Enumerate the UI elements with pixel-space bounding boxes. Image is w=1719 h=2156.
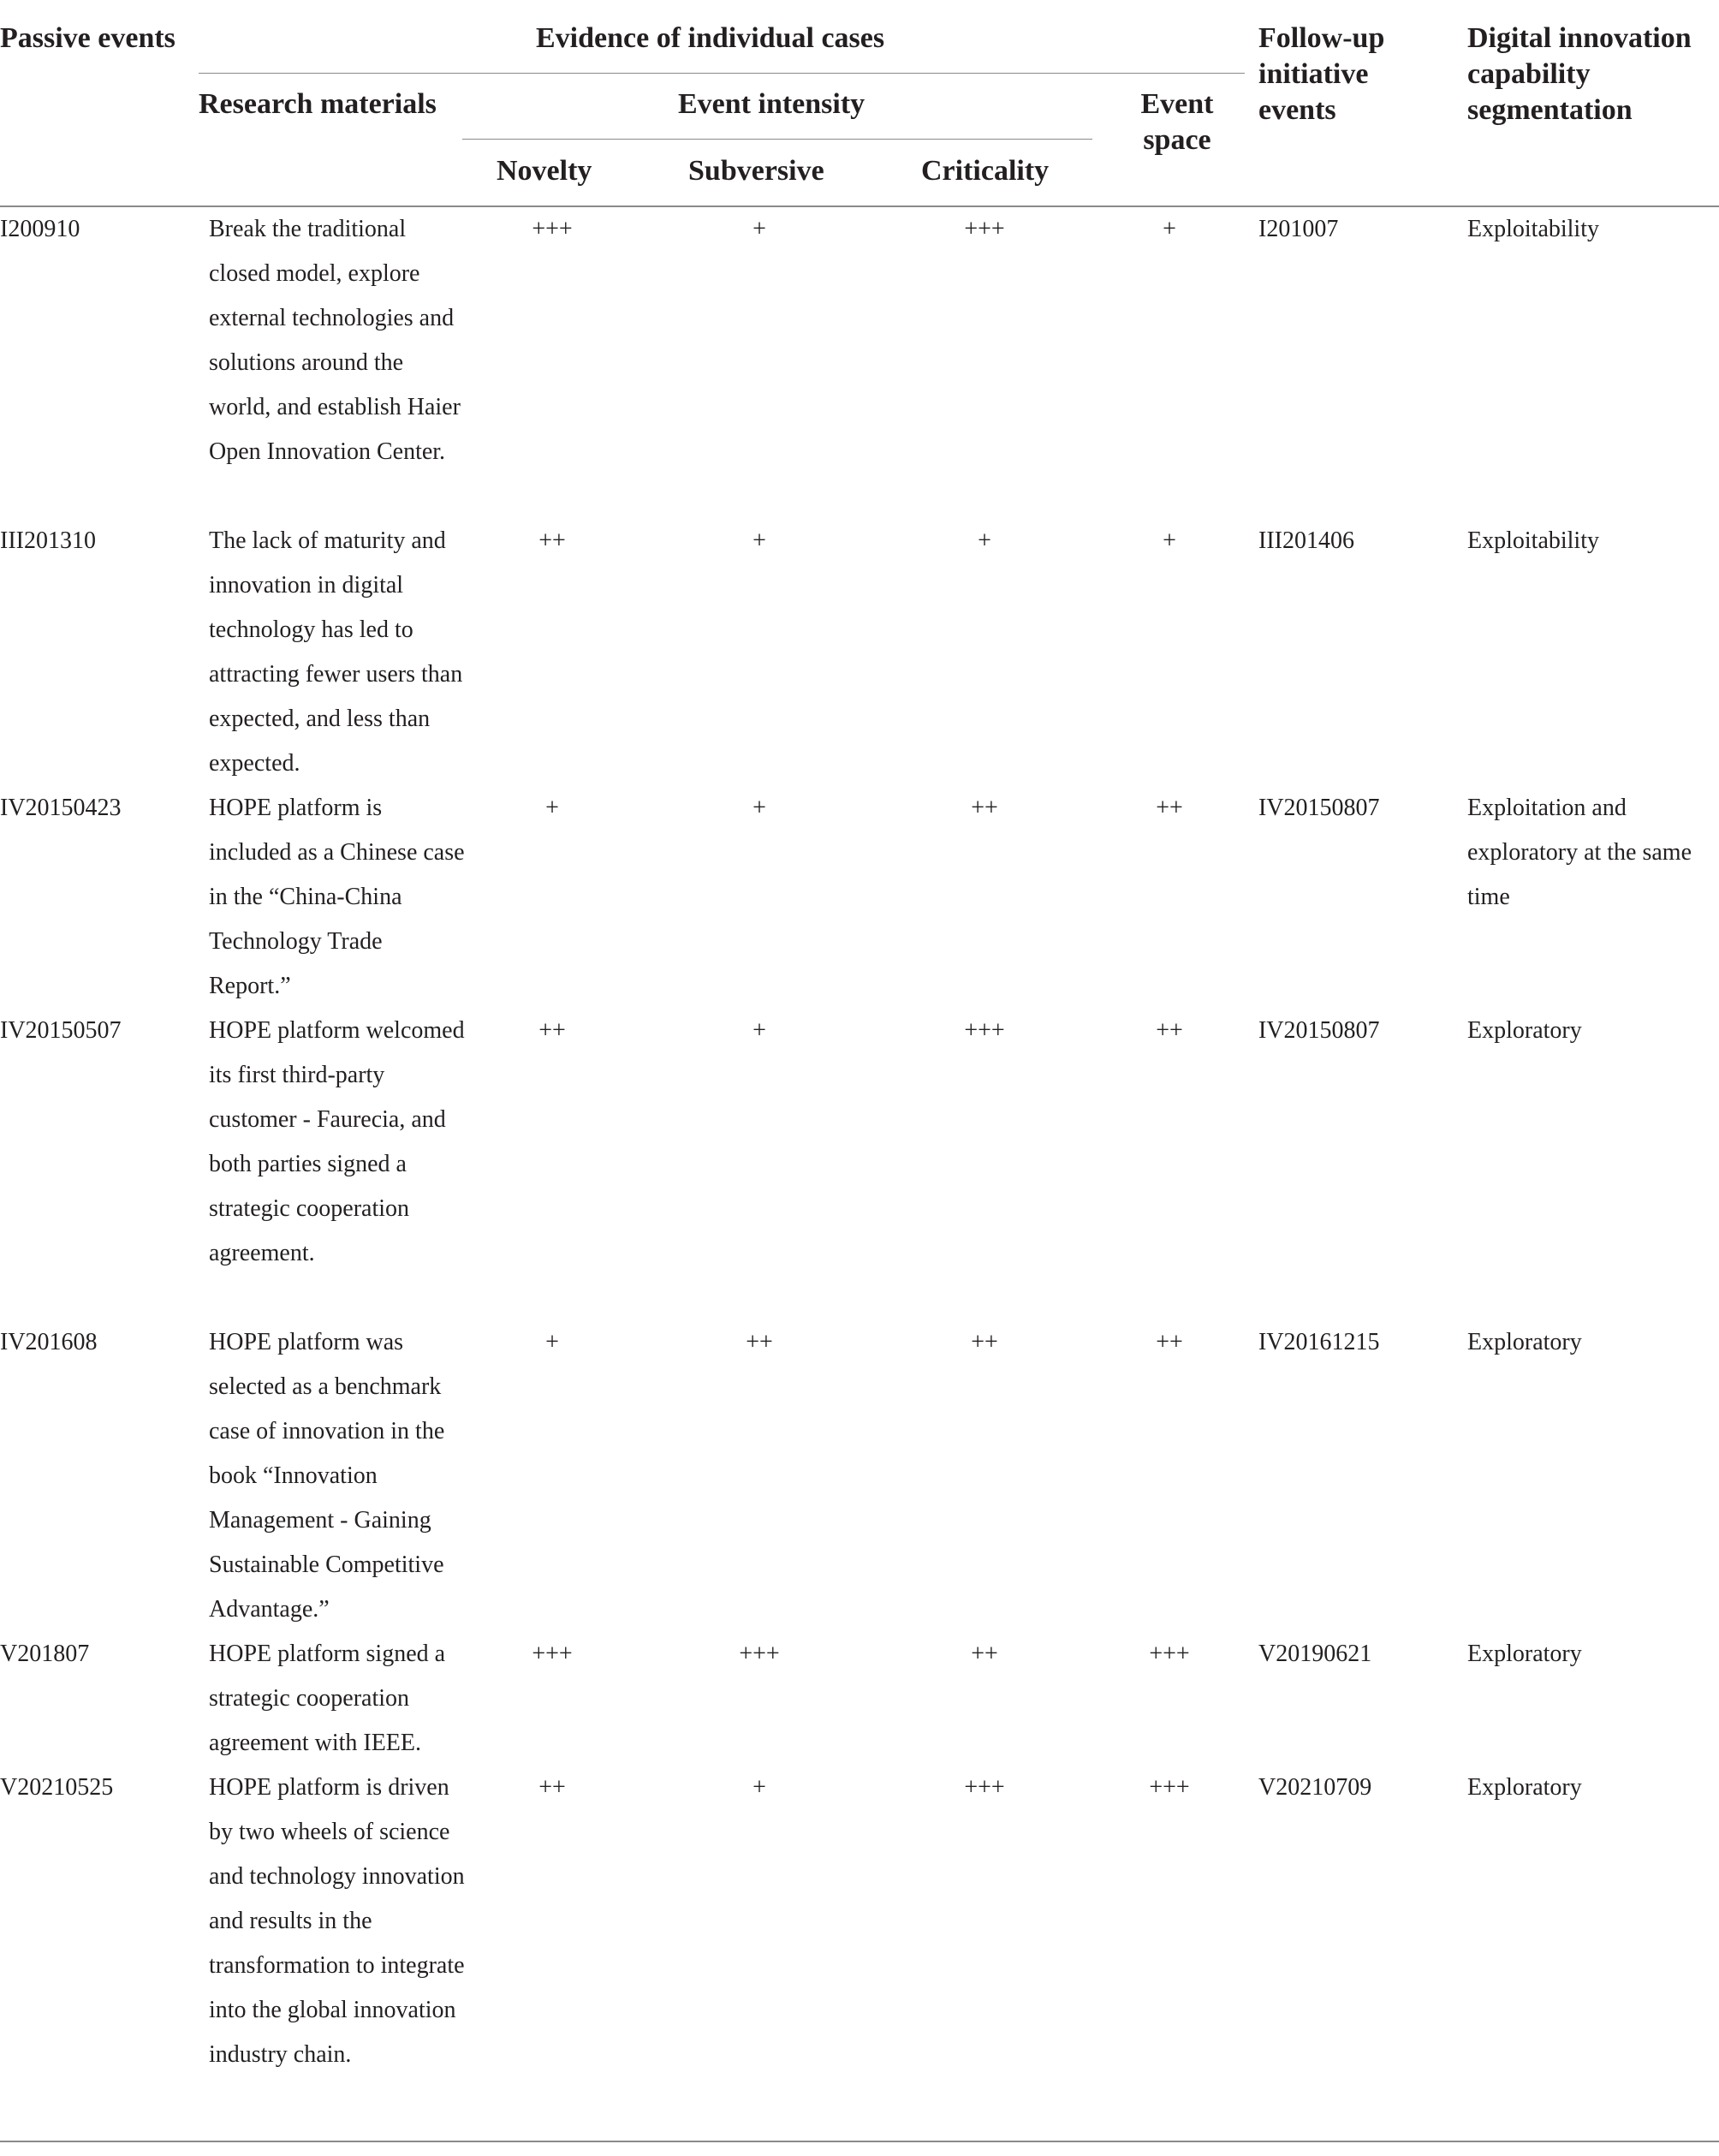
cell-subversive: + <box>752 1017 766 1044</box>
header-research-materials: Research materials <box>199 88 437 120</box>
cell-passive-event: I200910 <box>0 216 80 242</box>
cell-criticality: ++ <box>971 795 998 821</box>
cell-criticality: ++ <box>971 1329 998 1355</box>
cell-research-materials: HOPE platform signed a strategic cooperation agreement with IEEE. <box>209 1641 446 1756</box>
cell-subversive: + <box>752 527 766 554</box>
cell-novelty: +++ <box>532 1641 573 1667</box>
cell-passive-event: III201310 <box>0 527 96 554</box>
evidence-underline <box>199 73 1245 74</box>
table-bottom-rule <box>0 2141 1719 2142</box>
cell-research-materials: HOPE platform was selected as a benchmark case of innovation in the book “Innovation Management - Gaining Sustainable Competitive Advantage.” <box>209 1329 445 1623</box>
cell-subversive: ++ <box>746 1329 773 1355</box>
cell-subversive: + <box>752 216 766 242</box>
cell-follow-up: IV20150807 <box>1258 795 1380 821</box>
cell-research-materials: HOPE platform welcomed its first third-party customer - Faurecia, and both parties signed a strategic cooperation agreement. <box>209 1017 465 1266</box>
header-follow-up: Follow-up initiative events <box>1258 22 1385 126</box>
cell-event-space: ++ <box>1156 795 1183 821</box>
cell-passive-event: IV201608 <box>0 1329 98 1355</box>
cell-segmentation: Exploratory <box>1467 1329 1582 1355</box>
intensity-underline <box>462 139 1092 140</box>
cell-event-space: ++ <box>1156 1017 1183 1044</box>
cell-passive-event: IV20150507 <box>0 1017 122 1044</box>
cell-segmentation: Exploratory <box>1467 1017 1582 1044</box>
cell-event-space: + <box>1163 216 1176 242</box>
cell-criticality: +++ <box>964 1017 1005 1044</box>
header-event-intensity: Event intensity <box>678 88 865 120</box>
cell-research-materials: Break the traditional closed model, explore external technologies and solutions around the world, and establish Haier Open Innovation Center. <box>209 216 461 465</box>
cell-segmentation: Exploratory <box>1467 1641 1582 1667</box>
cell-follow-up: V20210709 <box>1258 1774 1372 1801</box>
cell-segmentation: Exploitability <box>1467 216 1599 242</box>
cell-criticality: +++ <box>964 1774 1005 1801</box>
cell-passive-event: V20210525 <box>0 1774 114 1801</box>
cell-novelty: ++ <box>538 1774 566 1801</box>
cell-criticality: ++ <box>971 1641 998 1667</box>
cell-novelty: + <box>545 795 559 821</box>
cell-passive-event: V201807 <box>0 1641 90 1667</box>
header-passive-events: Passive events <box>0 22 175 54</box>
header-event-space: Event space <box>1140 88 1214 156</box>
cell-follow-up: V20190621 <box>1258 1641 1372 1667</box>
header-subversive: Subversive <box>688 155 824 187</box>
cell-segmentation: Exploratory <box>1467 1774 1582 1801</box>
header-digital-innovation: Digital innovation capability segmentation <box>1467 22 1692 126</box>
header-criticality: Criticality <box>921 155 1050 187</box>
cell-novelty: ++ <box>538 527 566 554</box>
header-evidence: Evidence of individual cases <box>536 22 885 54</box>
cell-criticality: +++ <box>964 216 1005 242</box>
cell-follow-up: IV20161215 <box>1258 1329 1380 1355</box>
cell-criticality: + <box>978 527 991 554</box>
cell-event-space: ++ <box>1156 1329 1183 1355</box>
cell-subversive: + <box>752 1774 766 1801</box>
cell-segmentation: Exploitability <box>1467 527 1599 554</box>
cell-research-materials: HOPE platform is driven by two wheels of science and technology innovation and results in the transformation to integrate into the global innovation industry chain. <box>209 1774 465 2068</box>
cell-subversive: + <box>752 795 766 821</box>
cell-event-space: + <box>1163 527 1176 554</box>
cell-segmentation: Exploitation and exploratory at the same time <box>1467 795 1692 910</box>
cell-follow-up: III201406 <box>1258 527 1354 554</box>
cell-subversive: +++ <box>739 1641 780 1667</box>
cell-follow-up: IV20150807 <box>1258 1017 1380 1044</box>
cell-passive-event: IV20150423 <box>0 795 122 821</box>
cell-novelty: ++ <box>538 1017 566 1044</box>
cell-research-materials: HOPE platform is included as a Chinese case in the “China-China Technology Trade Report.” <box>209 795 465 999</box>
cell-novelty: + <box>545 1329 559 1355</box>
cell-research-materials: The lack of maturity and innovation in digital technology has led to attracting fewer users than expected, and less than expected. <box>209 527 463 777</box>
cell-novelty: +++ <box>532 216 573 242</box>
header-novelty: Novelty <box>497 155 592 187</box>
cell-event-space: +++ <box>1149 1774 1190 1801</box>
cell-follow-up: I201007 <box>1258 216 1339 242</box>
cell-event-space: +++ <box>1149 1641 1190 1667</box>
